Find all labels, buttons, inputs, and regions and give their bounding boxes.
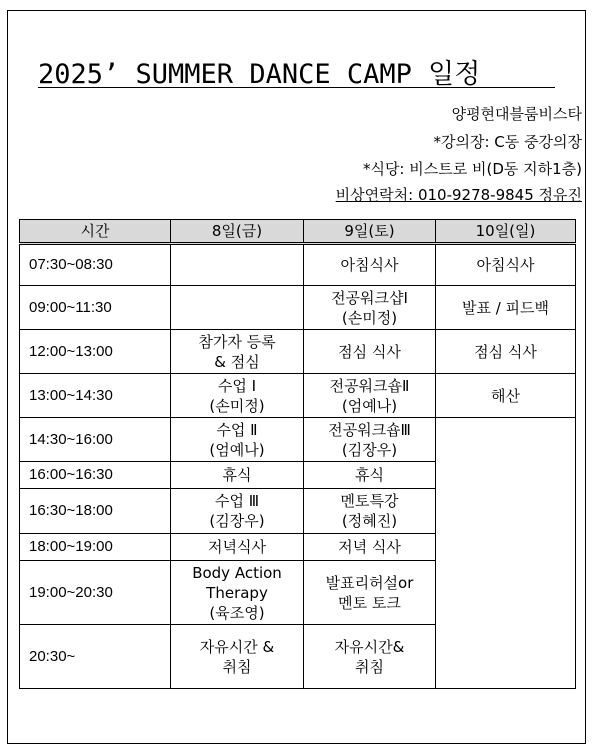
schedule-table [19,219,576,689]
day10-cell: 점심 식사 [436,330,576,374]
time-cell: 07:30~08:30 [20,244,171,286]
day9-cell: 전공워크숍Ⅲ (김장우) [304,418,436,462]
day8-cell: 수업 Ⅲ (김장우) [171,489,304,534]
page-title: 2025’ SUMMER DANCE CAMP 일정 [38,59,481,90]
time-cell: 12:00~13:00 [20,330,171,374]
day8-cell: 수업 I (손미정) [171,374,304,418]
time-cell: 20:30~ [20,625,171,689]
day10-cell: 해산 [436,374,576,418]
day9-cell: 전공워크샵I (손미정) [304,286,436,330]
time-cell: 18:00~19:00 [20,534,171,561]
time-cell: 19:00~20:30 [20,561,171,625]
day9-cell: 전공워크숍Ⅱ (엄예나) [304,374,436,418]
day9-cell: 아침식사 [304,244,436,286]
day8-cell: 참가자 등록 & 점심 [171,330,304,374]
table-row [20,418,576,462]
header-day8: 8일(금) [171,220,304,244]
header-day10: 10일(일) [436,220,576,244]
time-cell: 14:30~16:00 [20,418,171,462]
day9-cell: 저녁 식사 [304,534,436,561]
day9-cell: 자유시간& 취침 [304,625,436,689]
cafeteria-info: *식당: 비스트로 비(D동 지하1층) [362,160,582,178]
title-underline [38,87,555,88]
day8-cell: 수업 Ⅱ (엄예나) [171,418,304,462]
day8-cell: 자유시간 & 취침 [171,625,304,689]
day8-cell: Body Action Therapy (육조영) [171,561,304,625]
day10-cell: 아침식사 [436,244,576,286]
day10-cell: 발표 / 피드백 [436,286,576,330]
table-row [20,286,576,330]
table-row [20,374,576,418]
time-cell: 16:30~18:00 [20,489,171,534]
time-cell: 09:00~11:30 [20,286,171,330]
day9-cell: 점심 식사 [304,330,436,374]
venue-name: 양평현대블룸비스타 [451,105,582,123]
day10-empty-cell [436,418,576,689]
day8-cell: 휴식 [171,462,304,489]
day9-cell: 휴식 [304,462,436,489]
day8-cell [171,244,304,286]
emergency-contact: 비상연락처: 010-9278-9845 정유진 [335,186,582,204]
day9-cell: 멘토특강 (정혜진) [304,489,436,534]
table-row [20,330,576,374]
time-cell: 16:00~16:30 [20,462,171,489]
header-day9: 9일(토) [304,220,436,244]
table-header-row [20,220,576,244]
table-row [20,244,576,286]
day8-cell [171,286,304,330]
lecture-hall-info: *강의장: C동 중강의장 [433,133,582,151]
day9-cell: 발표리허설or 멘토 토크 [304,561,436,625]
time-cell: 13:00~14:30 [20,374,171,418]
day8-cell: 저녁식사 [171,534,304,561]
header-time: 시간 [20,220,171,244]
